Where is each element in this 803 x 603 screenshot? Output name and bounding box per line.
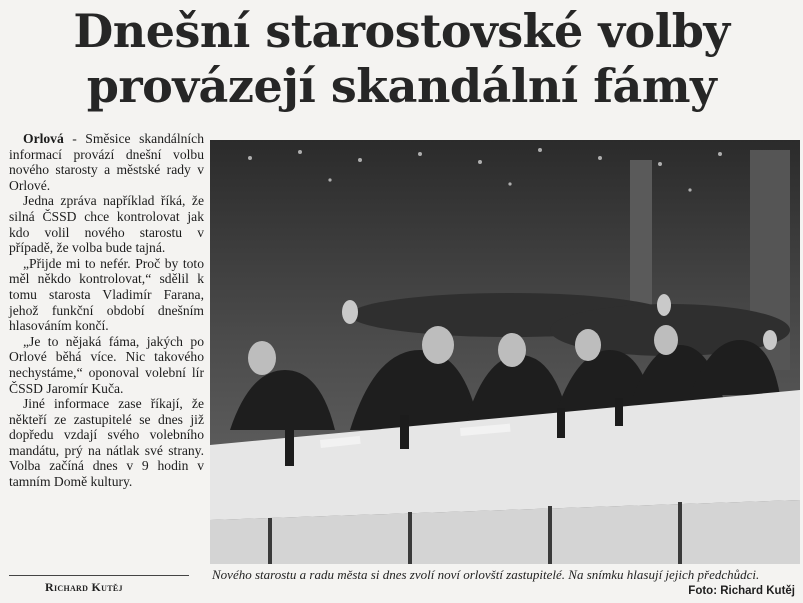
photo-caption: Nového starostu a radu města si dnes zvolí noví orlovští zastupitelé. Na snímku hlasují jejich předchůdci. bbox=[212, 567, 760, 582]
headline-line-2: provázejí skandální fámy bbox=[86, 59, 717, 113]
byline-divider bbox=[9, 575, 189, 576]
article-paragraph: Jedna zpráva například říká, že silná ČSSD chce kontrolovat jak kdo volil nového starostu v případě, že volba bude tajná. bbox=[9, 193, 204, 256]
byline: Richard Kutěj bbox=[45, 580, 123, 594]
article-paragraph bbox=[9, 131, 204, 193]
dateline: Orlová bbox=[23, 131, 64, 146]
article-paragraph: „Přijde mi to nefér. Proč by toto měl někdo kontrolovat,“ sdělil k tomu starosta Vladimír Farana, jehož funkční období dnešním hlasováním končí. bbox=[9, 255, 204, 334]
news-photo bbox=[210, 140, 800, 564]
article-paragraph: „Je to nějaká fáma, jakých po Orlové běhá více. Nic takového nechystáme,“ oponoval volební lír ČSSD Jaromír Kuča. bbox=[9, 333, 204, 396]
headline-line-1: Dnešní starostovské volby bbox=[73, 4, 730, 58]
headline bbox=[0, 4, 803, 114]
photo-council-voting bbox=[210, 140, 800, 564]
photo-credit: Foto: Richard Kutěj bbox=[688, 585, 795, 597]
article-body bbox=[9, 131, 204, 490]
article-lead: - Směsice skandálních informací provází dnešní volbu nového starosty a městské rady v Orlové. bbox=[9, 131, 204, 193]
article-paragraph: Jiné informace zase říkají, že někteří ze zastupitelé se dnes již dopředu vzdají svého volebního mandátu, prý na nátlak své strany. Volba začíná dnes v 9 hodin v tamním Domě kultury. bbox=[9, 396, 204, 490]
